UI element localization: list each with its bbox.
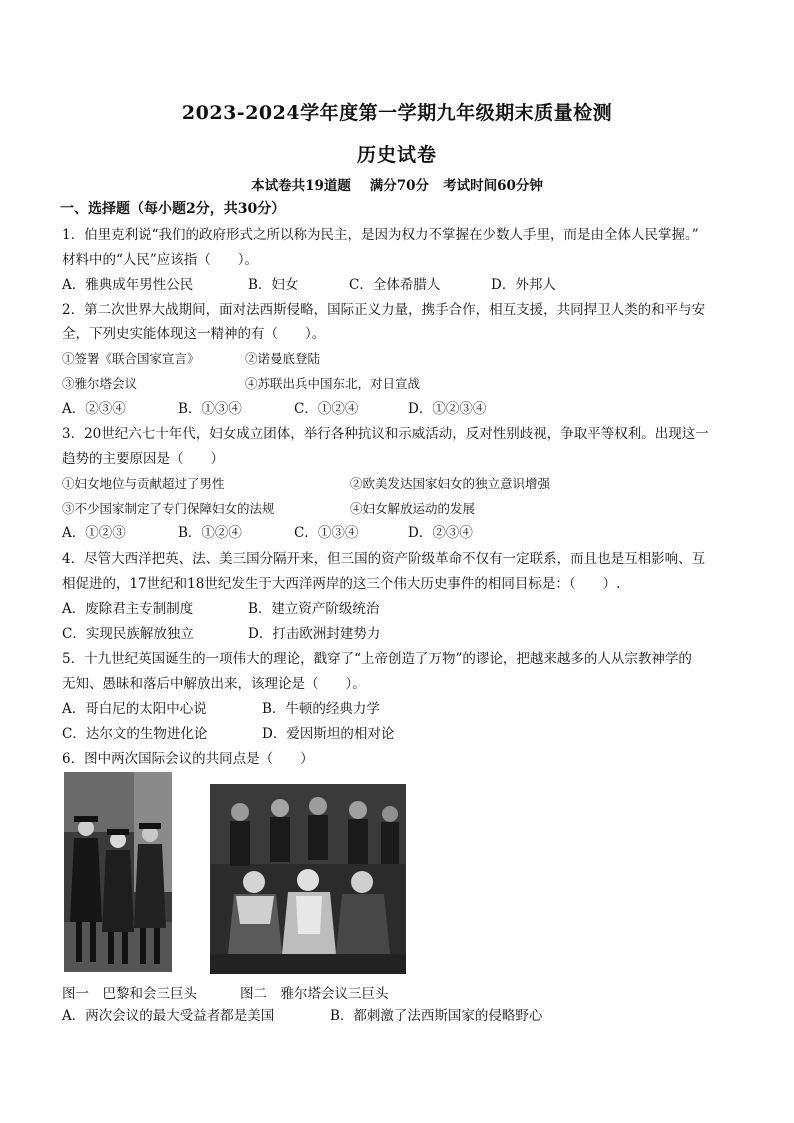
- q2-statement-2: ②诺曼底登陆: [245, 351, 321, 366]
- section-heading: 一、选择题（每小题2分，共30分）: [60, 201, 286, 217]
- q2-statement-4: ④苏联出兵中国东北，对日宣战: [245, 376, 421, 391]
- exam-subtitle: 历史试卷: [356, 144, 437, 166]
- q5-stem-line1: 5．十九世纪英国诞生的一项伟大的理论，戳穿了“上帝创造了万物”的谬论，把越来越多的人从宗教神学的: [62, 651, 692, 667]
- q4-option-c: C．实现民族解放独立: [62, 626, 194, 642]
- q2-stem-line2: 全，下列史实能体现这一精神的有（ ）。: [62, 326, 326, 342]
- q5-option-d: D．爱因斯坦的相对论: [262, 726, 395, 742]
- q3-stem-line1: 3．20世纪六七十年代，妇女成立团体，举行各种抗议和示威活动，反对性别歧视，争取平等权利。出现这一: [62, 426, 709, 442]
- q1-option-c: C．全体希腊人: [349, 277, 441, 293]
- figure2-image-icon: [210, 784, 406, 974]
- exam-title: 2023-2024学年度第一学期九年级期末质量检测: [181, 102, 613, 124]
- exam-info: 本试卷共19道题 满分70分 考试时间60分钟: [251, 178, 543, 194]
- figure1-caption: 图一 巴黎和会三巨头: [62, 986, 197, 1002]
- q3-statement-2: ②欧美发达国家妇女的独立意识增强: [350, 476, 551, 491]
- q5-option-c: C．达尔文的生物进化论: [62, 726, 208, 742]
- q4-option-d: D．打击欧洲封建势力: [248, 626, 381, 642]
- figure2-photo: [210, 784, 406, 974]
- q3-statement-3: ③不少国家制定了专门保障妇女的法规: [62, 501, 275, 516]
- figure1-photo: [64, 772, 172, 972]
- q2-option-b: B．①③④: [178, 401, 242, 417]
- q3-option-d: D．②③④: [408, 525, 473, 541]
- q2-statement-1: ①签署《联合国家宣言》: [62, 351, 200, 366]
- q2-option-a: A．②③④: [62, 401, 126, 417]
- q4-stem-line2: 相促进的，17世纪和18世纪发生于大西洋两岸的这三个伟大历史事件的相同目标是：（ ）.: [62, 576, 621, 592]
- q3-option-b: B．①②④: [178, 525, 242, 541]
- q1-option-d: D．外邦人: [491, 277, 556, 293]
- q6-option-a: A．两次会议的最大受益者都是美国: [62, 1008, 275, 1024]
- figure2-caption: 图二 雅尔塔会议三巨头: [240, 986, 389, 1002]
- q4-option-b: B．建立资产阶级统治: [248, 601, 380, 617]
- q1-stem-line1: 1．伯里克利说“我们的政府形式之所以称为民主，是因为权力不掌握在少数人手里，而是由全体人民掌握。”: [62, 227, 699, 243]
- q1-option-a: A．雅典成年男性公民: [62, 277, 194, 293]
- q4-option-a: A．废除君主专制制度: [62, 601, 194, 617]
- q5-option-b: B．牛顿的经典力学: [262, 701, 380, 717]
- q2-option-c: C．①②④: [294, 401, 359, 417]
- q2-statement-3: ③雅尔塔会议: [62, 376, 138, 391]
- q3-stem-line2: 趋势的主要原因是（ ）: [62, 451, 224, 467]
- q2-option-d: D．①②③④: [408, 401, 487, 417]
- figure1-image-icon: [64, 772, 172, 972]
- q1-stem-line2: 材料中的“人民”应该指（ ）。: [62, 252, 259, 268]
- q3-option-c: C．①③④: [294, 525, 359, 541]
- q5-stem-line2: 无知、愚昧和落后中解放出来，该理论是（ ）。: [62, 676, 366, 692]
- q3-statement-1: ①妇女地位与贡献超过了男性: [62, 476, 225, 491]
- q6-option-b: B．都刺激了法西斯国家的侵略野心: [330, 1008, 543, 1024]
- q6-stem: 6．图中两次国际会议的共同点是（ ）: [62, 751, 314, 767]
- q5-option-a: A．哥白尼的太阳中心说: [62, 701, 207, 717]
- q2-stem-line1: 2．第二次世界大战期间，面对法西斯侵略，国际正义力量，携手合作，相互支援，共同捍卫人类的和平与安: [62, 302, 706, 318]
- q3-option-a: A．①②③: [62, 525, 126, 541]
- q1-option-b: B．妇女: [248, 277, 299, 293]
- q3-statement-4: ④妇女解放运动的发展: [350, 501, 476, 516]
- q4-stem-line1: 4．尽管大西洋把英、法、美三国分隔开来，但三国的资产阶级革命不仅有一定联系，而且也是互相影响、互: [62, 551, 706, 567]
